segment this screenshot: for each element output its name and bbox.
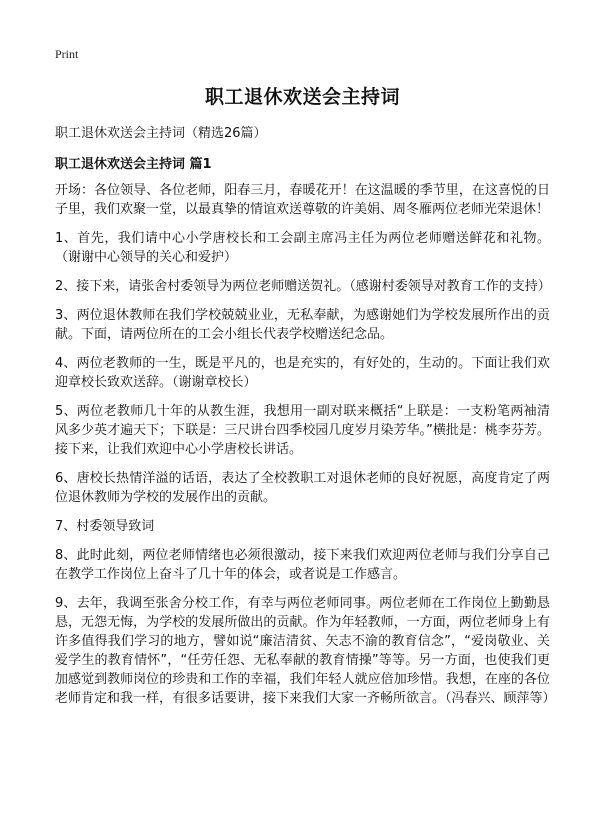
paragraph-5: 5、两位老教师几十年的从教生涯，我想用一副对联来概括“上联是：一支粉笔两袖清风多少英才遍天下；下联是：三尺讲台四季校园几度岁月染芳华。”横批是：桃李芬芳。接下来，让我们欢迎中心小学唐校长讲话。 xyxy=(55,404,550,457)
paragraph-9: 9、去年，我调至张舍分校工作，有幸与两位老师同事。两位老师在工作岗位上勤勤恳恳，无怨无悔，为学校的发展所做出的贡献。作为年轻教师，一方面，两位老师身上有许多值得我们学习的地方，譬如说“廉洁清贫、矢志不渝的教育信念”，“爱岗敬业、关爱学生的教育情怀”，“任劳任怨、无私奉献的教育情操”等等。另一方面，也使我们更加感觉到教师岗位的珍贵和工作的幸福，我们年轻人就应倍加珍惜。我想，在座的各位老师肯定和我一样，有很多话要讲，接下来我们大家一齐畅所欲言。（冯春兴、顾萍等） xyxy=(55,596,556,706)
section-heading: 职工退休欢送会主持词 篇1 xyxy=(55,157,212,172)
paragraph-8: 8、此时此刻，两位老师情绪也必须很激动，接下来我们欢迎两位老师与我们分享自己在教学工作岗位上奋斗了几十年的体会，或者说是工作感言。 xyxy=(55,548,550,582)
print-label: Print xyxy=(55,47,79,61)
paragraph-opening: 开场：各位领导、各位老师，阳春三月，春暖花开！在这温暖的季节里，在这喜悦的日子里，我们欢聚一堂，以最真挚的情谊欢送尊敬的许美娟、周冬雁两位老师光荣退休！ xyxy=(55,183,550,217)
paragraph-7: 7、村委领导致词 xyxy=(55,519,155,534)
paragraph-3: 3、两位退休教师在我们学校兢兢业业，无私奉献，为感谢她们为学校发展所作出的贡献。下面，请两位所在的工会小组长代表学校赠送纪念品。 xyxy=(55,308,550,342)
paragraph-2: 2、接下来，请张舍村委领导为两位老师赠送贺礼。（感谢村委领导对教育工作的支持） xyxy=(55,279,551,294)
paragraph-4: 4、两位老教师的一生，既是平凡的，也是充实的，有好处的，生动的。下面让我们欢迎章校长致欢送辞。（谢谢章校长） xyxy=(55,356,550,390)
document-subtitle: 职工退休欢送会主持词（精选26篇） xyxy=(55,126,267,141)
document-body xyxy=(55,181,556,718)
paragraph-1: 1、首先，我们请中心小学唐校长和工会副主席冯主任为两位老师赠送鲜花和礼物。（谢谢中心领导的关心和爱护） xyxy=(55,231,550,265)
paragraph-6: 6、唐校长热情洋溢的话语，表达了全校教职工对退休老师的良好祝愿，高度肯定了两位退休教师为学校的发展作出的贡献。 xyxy=(55,471,550,505)
document-title: 职工退休欢送会主持词 xyxy=(204,86,400,108)
